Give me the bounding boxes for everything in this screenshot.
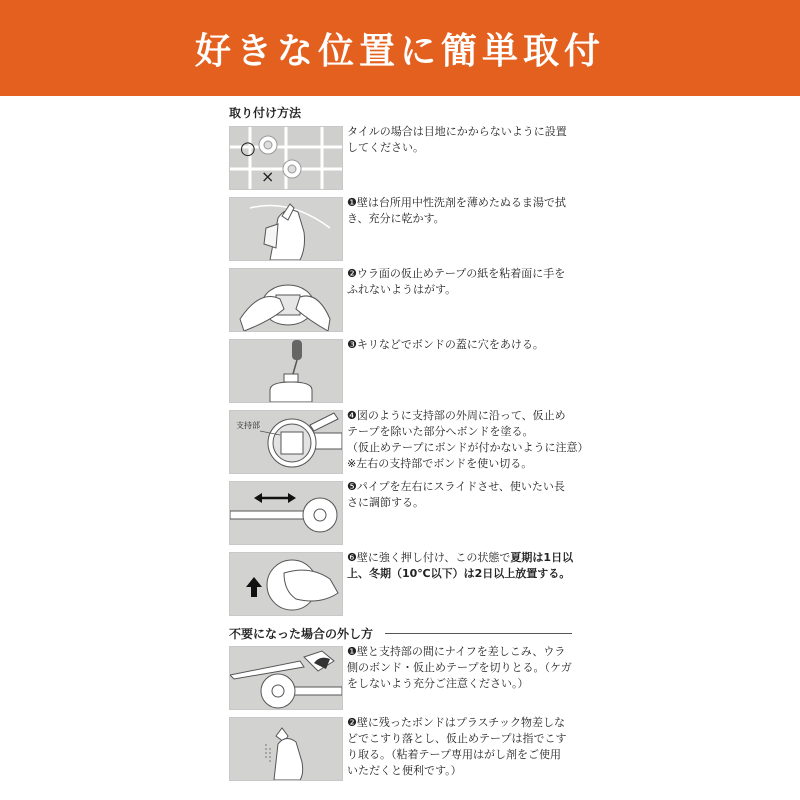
header-banner [0,0,800,96]
step-text-scrape: ❷壁に残ったボンドはプラスチック物差しな どでこすり落とし、仮止めテープは指でこす り取る。（粘着テープ専用はがし剤をご使用 いただくと便利です。） [347,716,567,777]
wipe-wall-illustration [229,197,343,261]
peel-tape-illustration [229,268,343,332]
step-text-wipe: ❶壁は台所用中性洗剤を薄めたぬるま湯で拭 き、充分に乾かす。 [347,196,566,225]
curing-time-emphasis: 夏期は1日以 [510,551,574,564]
step-text-pierce: ❸キリなどでボンドの蓋に穴をあける。 [347,338,544,351]
removal-section-title: 不要になった場合の外し方 [229,627,374,641]
step-text-peel: ❷ウラ面の仮止めテープの紙を粘着面に手を ふれないようはがす。 [347,267,566,296]
press-wall-illustration [229,552,343,616]
scrape-bond-illustration [229,717,343,781]
step-text-slide: ❺パイプを左右にスライドさせ、使いたい長 さに調節する。 [347,480,565,509]
apply-bond-illustration [229,410,343,474]
slide-pipe-illustration [229,481,343,545]
page-title: 好きな位置に簡単取付 [194,30,605,72]
step-text-apply: ❹図のように支持部の外周に沿って、仮止め テープを除いた部分へボンドを塗る。 （仮止めテープにボンドが付かないように注意） ※左右の支持部でボンドを使い切る。 [347,409,589,470]
tile-wall-illustration [229,126,343,190]
knife-cut-illustration [229,646,343,710]
install-section-title: 取り付け方法 [229,106,302,120]
step-text-knife: ❶壁と支持部の間にナイフを差しこみ、ウラ 側のボンド・仮止めテープを切りとる。（ケガ をしないよう充分ご注意ください。） [347,645,572,690]
ok-mark: ○ [240,138,256,159]
support-label: 支持部 [236,421,260,430]
step-text-tile: タイルの場合は目地にかからないように設置 してください。 [347,125,567,154]
ng-mark: × [261,167,275,186]
pierce-bond-illustration [229,339,343,403]
step-text-press: ❻壁に強く押し付け、この状態で夏期は1日以 上、冬期（10℃以下）は2日以上放置する。 [347,551,574,580]
section-divider [385,633,572,634]
